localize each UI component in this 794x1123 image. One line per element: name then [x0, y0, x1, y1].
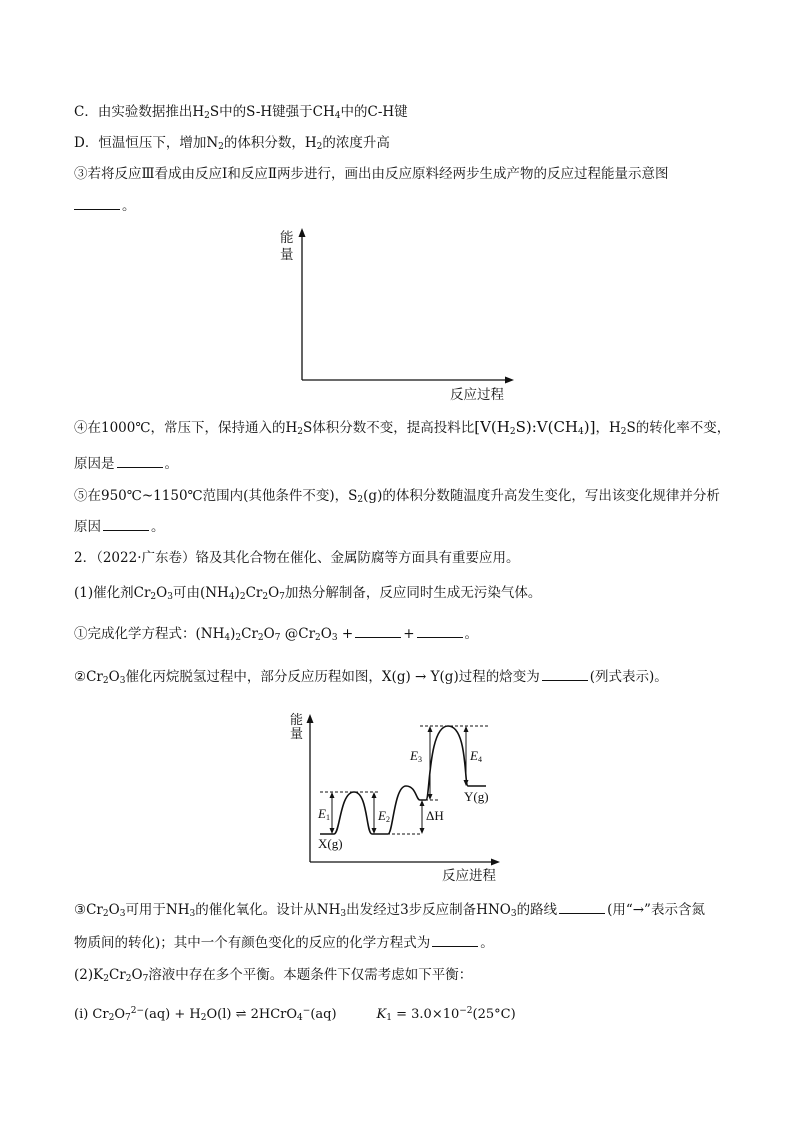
- problem-2-part-1: (1)催化剂$Cr_2O_3$可由$(NH_4)_2Cr_2O_7$加热分解制备，反应同时生成无污染气体。: [74, 585, 542, 602]
- problem-2-part-2: $(2)K_2Cr_2O_7$溶液中存在多个平衡。本题条件下仅需考虑如下平衡：: [74, 967, 473, 984]
- question-2c: $③Cr_2O_3$可用于$NH_3$的催化氧化。设计从$NH_3$出发经过3步反应制备$HNO_3$的路线 (用“→”表示含氮: [74, 902, 705, 919]
- answer-blank[interactable]: [74, 197, 120, 210]
- answer-blank[interactable]: [117, 455, 163, 468]
- delta-h-label: ΔH: [426, 808, 444, 823]
- option-c: C．由实验数据推出$H_2S$中的S-H键强于$CH_4$中的C-H键: [74, 104, 408, 121]
- answer-blank[interactable]: [103, 518, 149, 531]
- answer-blank[interactable]: [355, 625, 401, 638]
- y-axis-label: 能 量: [280, 230, 294, 263]
- equilibrium-1: (ⅰ) $Cr_2O_7^{2-}(aq) + H_2O(l)$ ⇌ 2HCrO$_4$−(aq) $K_1 = 3.0\times 10^{-2}(25^\circ C)$: [74, 1006, 516, 1023]
- x-axis-label: 反应过程: [450, 387, 504, 403]
- e3-label: $E_3$: [410, 748, 422, 764]
- start-label: X(g): [318, 836, 343, 851]
- problem-2: 2．（2022·广东卷）铬及其化合物在催化、金属防腐等方面具有重要应用。: [74, 550, 520, 566]
- option-d: D．恒温恒压下，增加$N_2$的体积分数，$H_2$的浓度升高: [74, 135, 390, 152]
- question-3-answer: 。: [74, 197, 136, 215]
- y-axis-label: 能量: [290, 713, 304, 742]
- axes: [278, 226, 528, 402]
- x-axis-label: 反应进程: [442, 868, 496, 884]
- question-3: ③若将反应Ⅲ看成由反应Ⅰ和反应Ⅱ两步进行，画出由反应原料经两步生成产物的反应过程能量示意图: [74, 166, 669, 182]
- e1-label: $E_1$: [318, 806, 330, 822]
- question-5: ⑤在950℃~1150℃范围内(其他条件不变)，$S_2(g)$的体积分数随温度升高发生变化，写出该变化规律并分析: [74, 488, 720, 505]
- end-label: Y(g): [464, 789, 489, 804]
- answer-blank[interactable]: [559, 901, 605, 914]
- question-2b: $②Cr_2O_3$催化丙烷脱氢过程中，部分反应历程如图，X(g) → Y(g)过程的焓变为 (列式表示)。: [74, 669, 668, 686]
- energy-diagram-blank: [278, 226, 528, 402]
- e4-label: $E_4$: [470, 748, 482, 764]
- question-2c-cont: 物质间的转化)；其中一个有颜色变化的反应的化学方程式为 。: [74, 935, 494, 951]
- question-5-answer: 原因 。: [74, 519, 165, 535]
- question-2a: ①完成化学方程式：$(NH_4)_2Cr_2O_7$ $@Cr_2O_3$ + + 。: [74, 626, 478, 643]
- e2-label: $E_2$: [378, 808, 390, 824]
- question-4-answer: 原因是 。: [74, 456, 178, 472]
- answer-blank[interactable]: [432, 934, 478, 947]
- answer-blank[interactable]: [542, 668, 588, 681]
- answer-blank[interactable]: [417, 625, 463, 638]
- reaction-energy-diagram: [288, 712, 510, 888]
- question-4: ④在1000℃，常压下，保持通入的$H_2S$体积分数不变，提高投料比$[V(H_2S):V(CH_4)]$，$H_2S$的转化率不变，: [74, 418, 731, 437]
